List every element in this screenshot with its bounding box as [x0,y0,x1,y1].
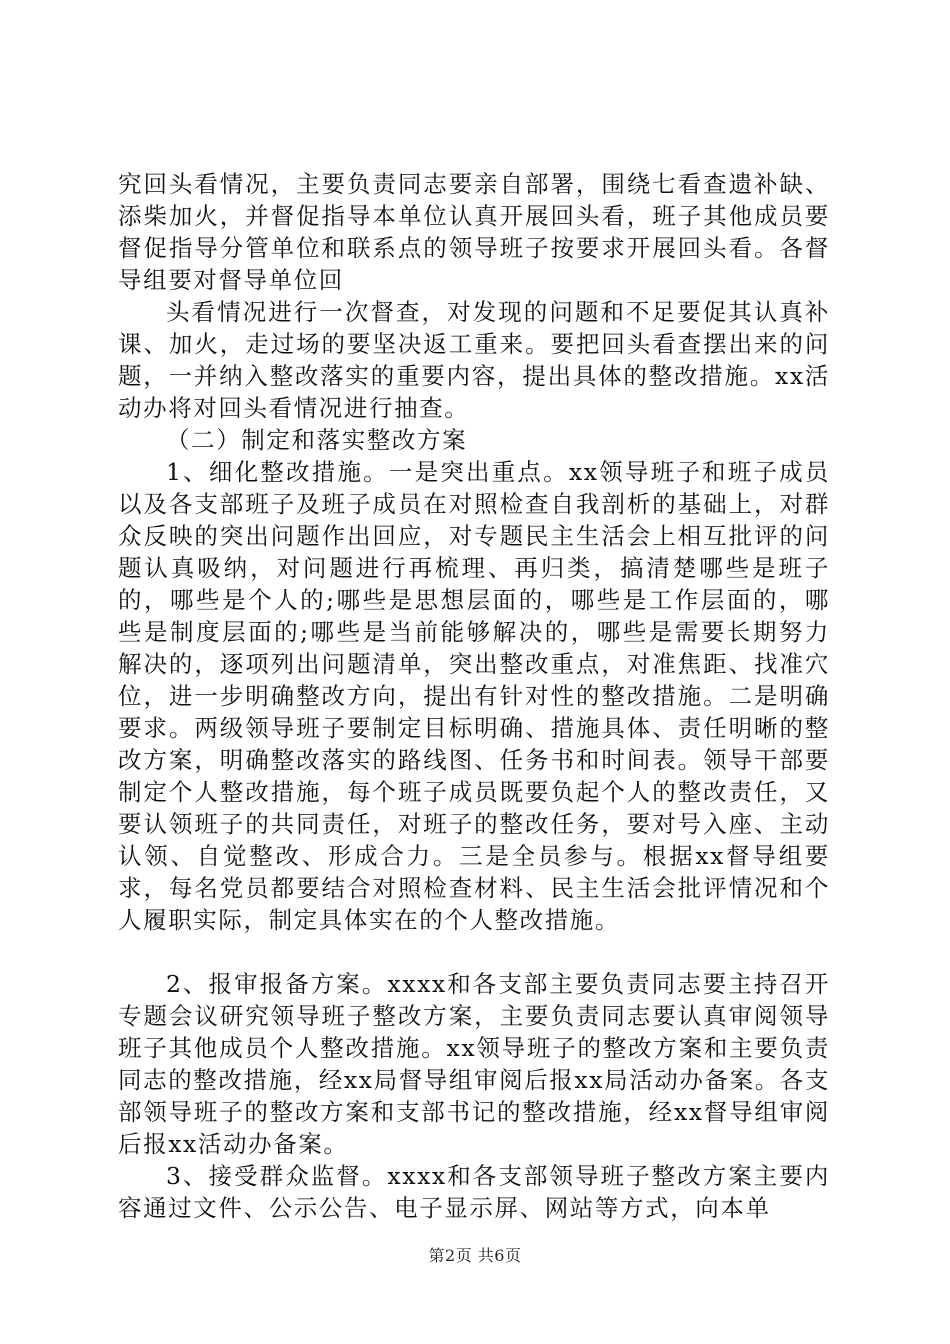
paragraph-2: 头看情况进行一次督查，对发现的问题和不足要促其认真补课、加火，走过场的要坚决返工重来。要把回头看查摆出来的问题，一并纳入整改落实的重要内容，提出具体的整改措施。xx活动办将对回头看情况进行抽查。 [118,298,830,422]
page-number-footer: 第2页 共6页 [428,1246,522,1265]
document-body [118,168,830,1224]
section-heading: （二）制定和落实整改方案 [166,426,468,454]
paragraph-5: 3、接受群众监督。xxxx和各支部领导班子整改方案主要内容通过文件、公示公告、电子显示屏、网站等方式，向本单 [118,1162,830,1222]
paragraph-1: 究回头看情况，主要负责同志要亲自部署，围绕七看查遗补缺、添柴加火，并督促指导本单位认真开展回头看，班子其他成员要督促指导分管单位和联系点的领导班子按要求开展回头看。各督导组要对督导单位回 [118,170,830,294]
paragraph-4: 2、报审报备方案。xxxx和各支部主要负责同志要主持召开专题会议研究领导班子整改方案，主要负责同志要认真审阅领导班子其他成员个人整改措施。xx领导班子的整改方案和主要负责同志的整改措施，经xx局督导组审阅后报xx局活动办备案。各支部领导班子的整改方案和支部书记的整改措施，经xx督导组审阅后报xx活动办备案。 [118,970,831,1158]
paragraph-3: 1、细化整改措施。一是突出重点。xx领导班子和班子成员以及各支部班子及班子成员在对照检查自我剖析的基础上，对群众反映的突出问题作出回应，对专题民主生活会上相互批评的问题认真吸纳，对问题进行再梳理、再归类，搞清楚哪些是班子的，哪些是个人的;哪些是思想层面的，哪些是工作层面的，哪些是制度层面的;哪些是当前能够解决的，哪些是需要长期努力解决的，逐项列出问题清单，突出整改重点，对准焦距、找准穴位，进一步明确整改方向，提出有针对性的整改措施。二是明确要求。两级领导班子要制定目标明确、措施具体、责任明晰的整改方案，明确整改落实的路线图、任务书和时间表。领导干部要制定个人整改措施，每个班子成员既要负起个人的整改责任，又要认领班子的共同责任，对班子的整改任务，要对号入座、主动认领、自觉整改、形成合力。三是全员参与。根据xx督导组要求，每名党员都要结合对照检查材料、民主生活会批评情况和个人履职实际，制定具体实在的个人整改措施。 [118,458,830,934]
